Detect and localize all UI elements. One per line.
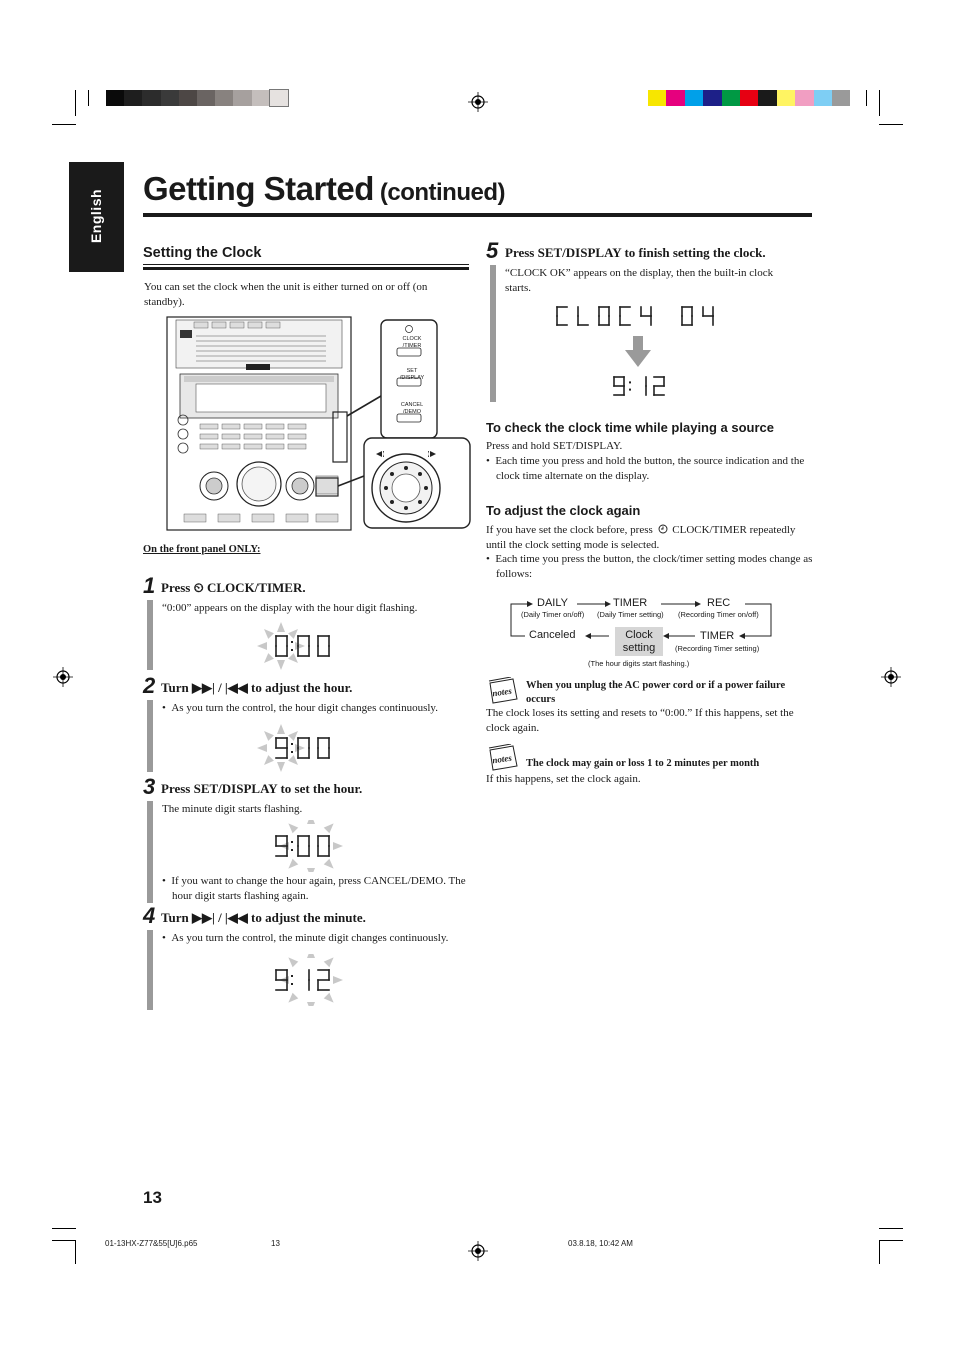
step-text: The minute digit starts flashing.	[162, 803, 303, 815]
language-side-tab	[69, 162, 124, 272]
lcd-colon-dot	[629, 389, 631, 391]
flash-ray	[295, 642, 305, 650]
flow-clock: Clock	[625, 629, 653, 641]
step-title: Turn ▶▶| / |◀◀ to adjust the hour.	[161, 680, 353, 695]
color-swatch	[106, 90, 124, 106]
panel-label-line: CANCEL	[400, 402, 424, 408]
crop-mark	[879, 1228, 903, 1229]
registration-mark-icon	[53, 667, 73, 687]
lcd-colon-dot	[291, 983, 293, 985]
flash-ray	[257, 744, 267, 752]
step-bullet: • If you want to change the hour again, press CANCEL/DEMO. The hour digit starts flashing again.	[162, 875, 466, 902]
flash-ray	[288, 993, 298, 1003]
flash-ray	[324, 993, 334, 1003]
color-swatch	[270, 90, 288, 106]
color-swatch	[685, 90, 703, 106]
front-panel-note: On the front panel ONLY:	[143, 544, 261, 555]
crop-mark	[52, 1240, 76, 1241]
crop-mark	[75, 90, 76, 116]
svg-text:notes: notes	[491, 685, 513, 699]
flow-setting: setting	[622, 642, 656, 654]
flash-ray	[324, 823, 334, 833]
footer-date: 03.8.18, 10:42 AM	[568, 1239, 633, 1248]
color-swatch	[252, 90, 270, 106]
color-swatch	[648, 90, 666, 106]
note-title: When you unplug the AC power cord or if a power failure occurs	[526, 680, 786, 705]
flow-canceled: Canceled	[529, 629, 576, 641]
flash-ray	[333, 842, 343, 850]
step-text: “0:00” appears on the display with the hour digit flashing.	[162, 602, 418, 614]
step-title: Turn ▶▶| / |◀◀ to adjust the minute.	[161, 910, 366, 925]
crop-mark	[52, 124, 76, 125]
flow-daily-sub: (Daily Timer on/off)	[521, 610, 585, 619]
flow-timer-1: TIMER	[613, 597, 648, 609]
flash-ray	[277, 622, 285, 632]
flash-ray	[288, 653, 298, 663]
registration-mark-icon	[881, 667, 901, 687]
flash-ray	[264, 731, 274, 741]
flow-note: (The hour digits start flashing.)	[588, 659, 690, 668]
adjust-clock-bullet-text: Each time you press the button, the clock/timer setting modes change as follows:	[495, 553, 813, 580]
step-bar	[147, 600, 153, 670]
color-swatch	[666, 90, 684, 106]
crop-mark	[866, 90, 867, 106]
adjust-clock-bullet: • Each time you press the button, the clock/timer setting modes change as follows:	[486, 553, 813, 580]
step-number: 2	[143, 673, 156, 698]
flow-timer-2-sub: (Recording Timer setting)	[675, 644, 760, 653]
panel-label-line: CLOCK	[402, 336, 422, 342]
check-clock-bullet: • Each time you press and hold the button, the source indication and the clock time alternate on the display.	[486, 455, 805, 482]
notes-icon	[487, 677, 519, 705]
language-label: English	[88, 188, 104, 244]
step-bar	[147, 930, 153, 1010]
color-swatch	[233, 90, 251, 106]
flow-timer-1-sub: (Daily Timer setting)	[597, 610, 664, 619]
flash-ray	[307, 868, 315, 872]
color-swatch	[777, 90, 795, 106]
panel-label-line: SET	[406, 368, 418, 374]
lcd-colon-dot	[291, 641, 293, 643]
page-title-continued: (continued)	[379, 179, 505, 206]
lcd-colon-dot	[291, 743, 293, 745]
flash-ray	[264, 629, 274, 639]
section-rule	[143, 264, 469, 265]
step-bullet-text: As you turn the control, the hour digit changes continuously.	[171, 702, 438, 714]
flash-ray	[307, 1002, 315, 1006]
color-swatch	[197, 90, 215, 106]
registration-mark-icon	[468, 92, 488, 112]
step-title: Press ⏲ CLOCK/TIMER.	[161, 580, 306, 595]
step-number: 3	[143, 774, 156, 799]
registration-mark-icon	[468, 1241, 488, 1261]
page-number: 13	[143, 1188, 162, 1207]
lcd-display-flash-hour	[254, 722, 350, 774]
flash-ray	[277, 762, 285, 772]
flow-daily: DAILY	[537, 597, 568, 609]
color-swatch	[795, 90, 813, 106]
step-bullet-text: If you want to change the hour again, press CANCEL/DEMO. The hour digit starts flashing again.	[171, 875, 466, 902]
lcd-colon-dot	[291, 649, 293, 651]
flash-ray	[264, 755, 274, 765]
lcd-display-clock-time	[610, 374, 670, 400]
flash-ray	[288, 823, 298, 833]
intro-text: You can set the clock when the unit is either turned on or off (on standby).	[144, 281, 428, 308]
notes-icon	[487, 744, 519, 772]
lcd-display-flash-minute	[254, 954, 350, 1006]
color-swatch	[142, 90, 160, 106]
section-rule	[143, 267, 469, 270]
lcd-colon-dot	[291, 849, 293, 851]
color-swatch	[832, 90, 850, 106]
flash-ray	[307, 820, 315, 824]
title-rule	[143, 213, 812, 217]
flash-ray	[277, 724, 285, 734]
panel-label-line: /DEMO	[402, 408, 422, 415]
adjust-clock-text-b: CLOCK/TIMER repeatedly until the clock setting mode is selected.	[486, 524, 796, 551]
color-swatch	[161, 90, 179, 106]
page-title	[143, 170, 505, 208]
svg-text:notes: notes	[491, 752, 513, 766]
flow-timer-2: TIMER	[700, 630, 735, 642]
note-text: If this happens, set the clock again.	[486, 773, 641, 785]
lcd-colon-dot	[291, 751, 293, 753]
section-heading-check-clock: To check the clock time while playing a source	[486, 420, 775, 435]
step-bar	[147, 801, 153, 903]
flash-ray	[288, 629, 298, 639]
crop-mark	[88, 90, 89, 106]
footer-file: 01-13HX-Z77&55[U]6.p65	[105, 1239, 198, 1248]
lcd-colon-dot	[291, 841, 293, 843]
flash-ray	[288, 859, 298, 869]
flash-ray	[307, 954, 315, 958]
flow-rec-sub: (Recording Timer on/off)	[678, 610, 759, 619]
color-swatch	[179, 90, 197, 106]
section-heading-adjust-clock: To adjust the clock again	[486, 503, 641, 518]
lcd-colon-dot	[291, 975, 293, 977]
flow-rec: REC	[707, 597, 731, 609]
check-clock-bullet-text: Each time you press and hold the button, the source indication and the clock time alternate on the display.	[495, 455, 805, 482]
lcd-display-flash-hour	[254, 620, 350, 672]
color-swatch	[758, 90, 776, 106]
step-bar	[147, 700, 153, 772]
color-swatch	[814, 90, 832, 106]
panel-label-line: /TIMER	[402, 342, 422, 349]
step-bullet: • As you turn the control, the hour digit changes continuously.	[162, 702, 438, 714]
step-number: 4	[143, 903, 156, 928]
step-title: Press SET/DISPLAY to finish setting the clock.	[505, 245, 766, 260]
adjust-clock-text-a: If you have set the clock before, press	[486, 524, 653, 536]
color-swatch	[740, 90, 758, 106]
flow-clock-setting	[615, 629, 663, 655]
step-number: 1	[143, 573, 156, 598]
page-title-main: Getting Started	[143, 170, 374, 207]
flash-ray	[288, 755, 298, 765]
down-arrow-icon	[625, 336, 651, 368]
color-swatch	[722, 90, 740, 106]
color-swatch	[124, 90, 142, 106]
panel-label-line: /DISPLAY	[399, 374, 425, 381]
crop-mark	[879, 1240, 903, 1241]
adjust-clock-text	[486, 523, 806, 552]
flash-ray	[324, 859, 334, 869]
step-title: Press SET/DISPLAY to set the hour.	[161, 781, 363, 796]
note-text: The clock loses its setting and resets to “0:00.” If this happens, set the clock again.	[486, 707, 794, 734]
lcd-display-flash-minute	[254, 820, 350, 872]
clock-timer-icon	[658, 524, 668, 534]
flash-ray	[324, 957, 334, 967]
flash-ray	[257, 642, 267, 650]
flash-ray	[264, 653, 274, 663]
color-swatch	[215, 90, 233, 106]
note-title: The clock may gain or loss 1 to 2 minutes per month	[526, 758, 760, 769]
crop-mark	[879, 1240, 880, 1264]
clock-timer-button-label	[397, 336, 427, 349]
flash-ray	[295, 744, 305, 752]
flash-ray	[288, 957, 298, 967]
crop-mark	[879, 124, 903, 125]
lcd-colon-dot	[629, 381, 631, 383]
step-bullet-text: As you turn the control, the minute digit changes continuously.	[171, 932, 449, 944]
step-bullet: • As you turn the control, the minute digit changes continuously.	[162, 932, 449, 944]
flash-ray	[333, 976, 343, 984]
crop-mark	[52, 1228, 76, 1229]
check-clock-text: Press and hold SET/DISPLAY.	[486, 440, 623, 452]
crop-mark	[879, 90, 880, 116]
set-display-button-label	[397, 368, 427, 381]
step-bar	[490, 265, 496, 402]
cancel-demo-button-label	[397, 402, 427, 415]
flash-ray	[277, 660, 285, 670]
flash-ray	[288, 731, 298, 741]
step-number: 5	[486, 238, 499, 263]
lcd-display-clock-ok	[553, 304, 723, 330]
footer-page: 13	[271, 1239, 280, 1248]
step-text: “CLOCK OK” appears on the display, then the built-in clock starts.	[505, 267, 774, 294]
color-swatch	[703, 90, 721, 106]
crop-mark	[75, 1240, 76, 1264]
section-heading-setting-clock: Setting the Clock	[143, 245, 262, 261]
